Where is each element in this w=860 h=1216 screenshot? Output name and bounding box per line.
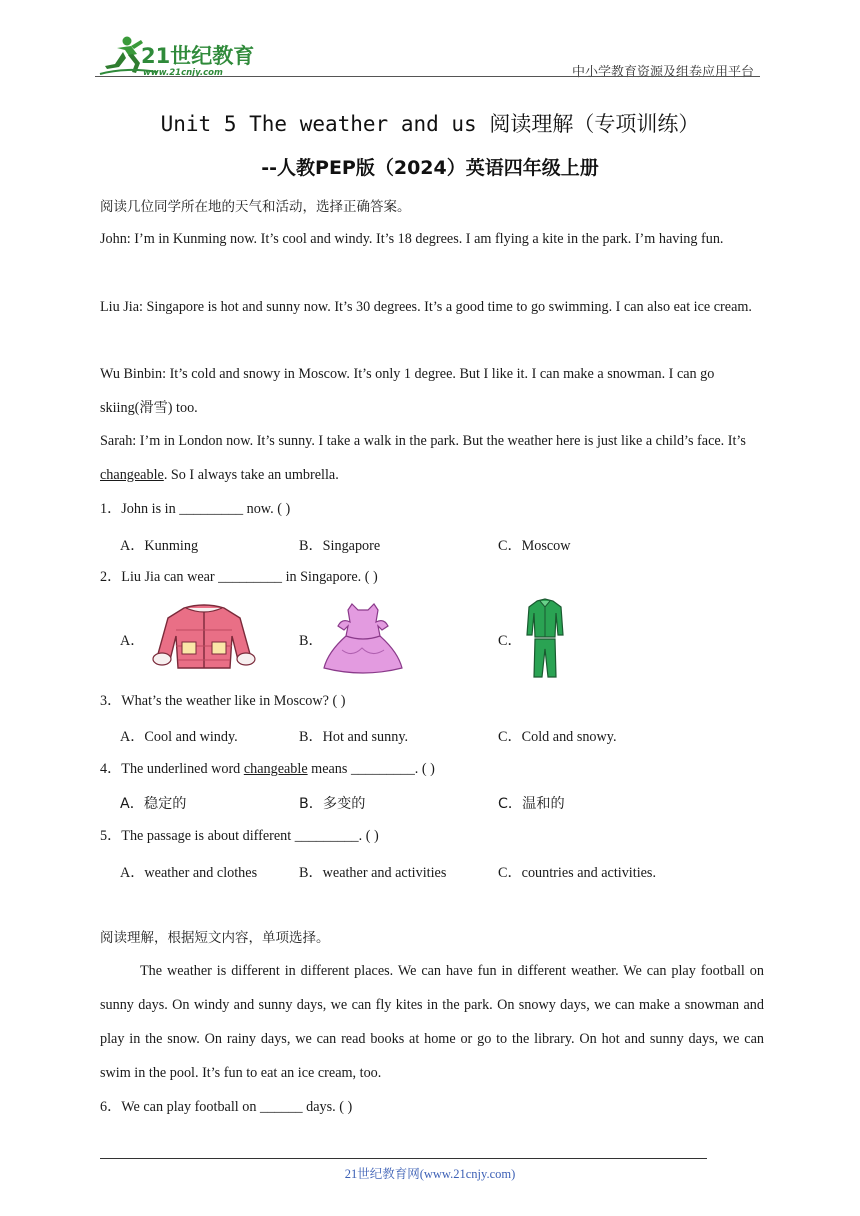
q2-option-a[interactable]: A． xyxy=(120,633,145,649)
question-1: 1．John is in _________ now. ( ) xyxy=(100,501,291,517)
logo-url: www.21cnjy.com xyxy=(143,68,223,78)
q1-option-a[interactable]: A．Kunming xyxy=(120,538,199,554)
header-divider xyxy=(95,76,760,77)
section2-passage: The weather is different in different places. We can have fun in different weather. We can play football on sunny days. On windy and sunny days, we can fly kites in the park. On snowy days, we can make a snowman and play in the snow. On rainy days, we can read books at home or go to the library. On hot and sunny days, we can swim in the pool. It’s fun to eat an ice cream, too. xyxy=(100,963,764,1081)
q1-option-c[interactable]: C．Moscow xyxy=(498,538,571,554)
q3-option-a[interactable]: A．Cool and windy. xyxy=(120,729,238,745)
footer-source[interactable]: 21世纪教育网(www.21cnjy.com) xyxy=(344,1167,516,1181)
q4-option-b[interactable]: B．多变的 xyxy=(299,796,366,812)
q4-option-c[interactable]: C．温和的 xyxy=(498,796,565,812)
q5-option-a[interactable]: A．weather and clothes xyxy=(120,865,258,881)
header-platform-text: 中小学教育资源及组卷应用平台 xyxy=(571,65,754,80)
question-4 xyxy=(100,752,764,786)
q4-stem-a: 4．The underlined word xyxy=(100,761,244,777)
passage-sarah-b: . So I always take an umbrella. xyxy=(163,467,339,483)
q4-underlined-word: changeable xyxy=(243,761,308,777)
passage-sarah-a: Sarah: I’m in London now. It’s sunny. I take a walk in the park. But the weather here is just like a child’s face. It’s xyxy=(100,433,746,449)
q2-option-c[interactable]: C． xyxy=(498,633,522,649)
section2-instruction: 阅读理解，根据短文内容，单项选择。 xyxy=(100,930,330,946)
page-title: Unit 5 The weather and us 阅读理解（专项训练） xyxy=(160,112,700,136)
passage-sarah xyxy=(100,424,764,492)
underlined-word: changeable xyxy=(100,467,164,483)
tracksuit-icon[interactable] xyxy=(525,597,565,681)
logo-text: 21世纪教育 xyxy=(141,44,255,68)
passage-wubinbin: Wu Binbin: It’s cold and snowy in Moscow. It’s only 1 degree. But I like it. I can make a snowman. I can go skiing(滑雪) too. xyxy=(100,366,715,416)
q3-option-c[interactable]: C．Cold and snowy. xyxy=(498,729,617,745)
footer-divider xyxy=(100,1158,707,1159)
q4-option-a[interactable]: A．稳定的 xyxy=(120,796,187,812)
question-6: 6．We can play football on ______ days. ( ) xyxy=(100,1099,353,1115)
jacket-icon[interactable] xyxy=(146,602,262,674)
passage-john: John: I’m in Kunming now. It’s cool and windy. It’s 18 degrees. I am flying a kite in the park. I’m having fun. xyxy=(100,231,724,247)
q1-option-b[interactable]: B．Singapore xyxy=(299,538,381,554)
passage-liujia: Liu Jia: Singapore is hot and sunny now. It’s 30 degrees. It’s a good time to go swimming. I can also eat ice cream. xyxy=(100,299,752,315)
q2-option-b[interactable]: B． xyxy=(299,633,323,649)
logo xyxy=(95,34,265,78)
q5-option-b[interactable]: B．weather and activities xyxy=(299,865,447,881)
question-2: 2．Liu Jia can wear _________ in Singapore. ( ) xyxy=(100,569,378,585)
q3-option-b[interactable]: B．Hot and sunny. xyxy=(299,729,409,745)
q4-stem-b: means _________. ( ) xyxy=(307,761,435,777)
section1-instruction: 阅读几位同学所在地的天气和活动，选择正确答案。 xyxy=(100,199,411,215)
q5-option-c[interactable]: C．countries and activities. xyxy=(498,865,656,881)
question-5: 5．The passage is about different _________. ( ) xyxy=(100,828,379,844)
question-3: 3．What’s the weather like in Moscow? ( ) xyxy=(100,693,346,709)
page-subtitle: --人教PEP版（2024）英语四年级上册 xyxy=(261,157,599,179)
dress-icon[interactable] xyxy=(322,600,404,674)
